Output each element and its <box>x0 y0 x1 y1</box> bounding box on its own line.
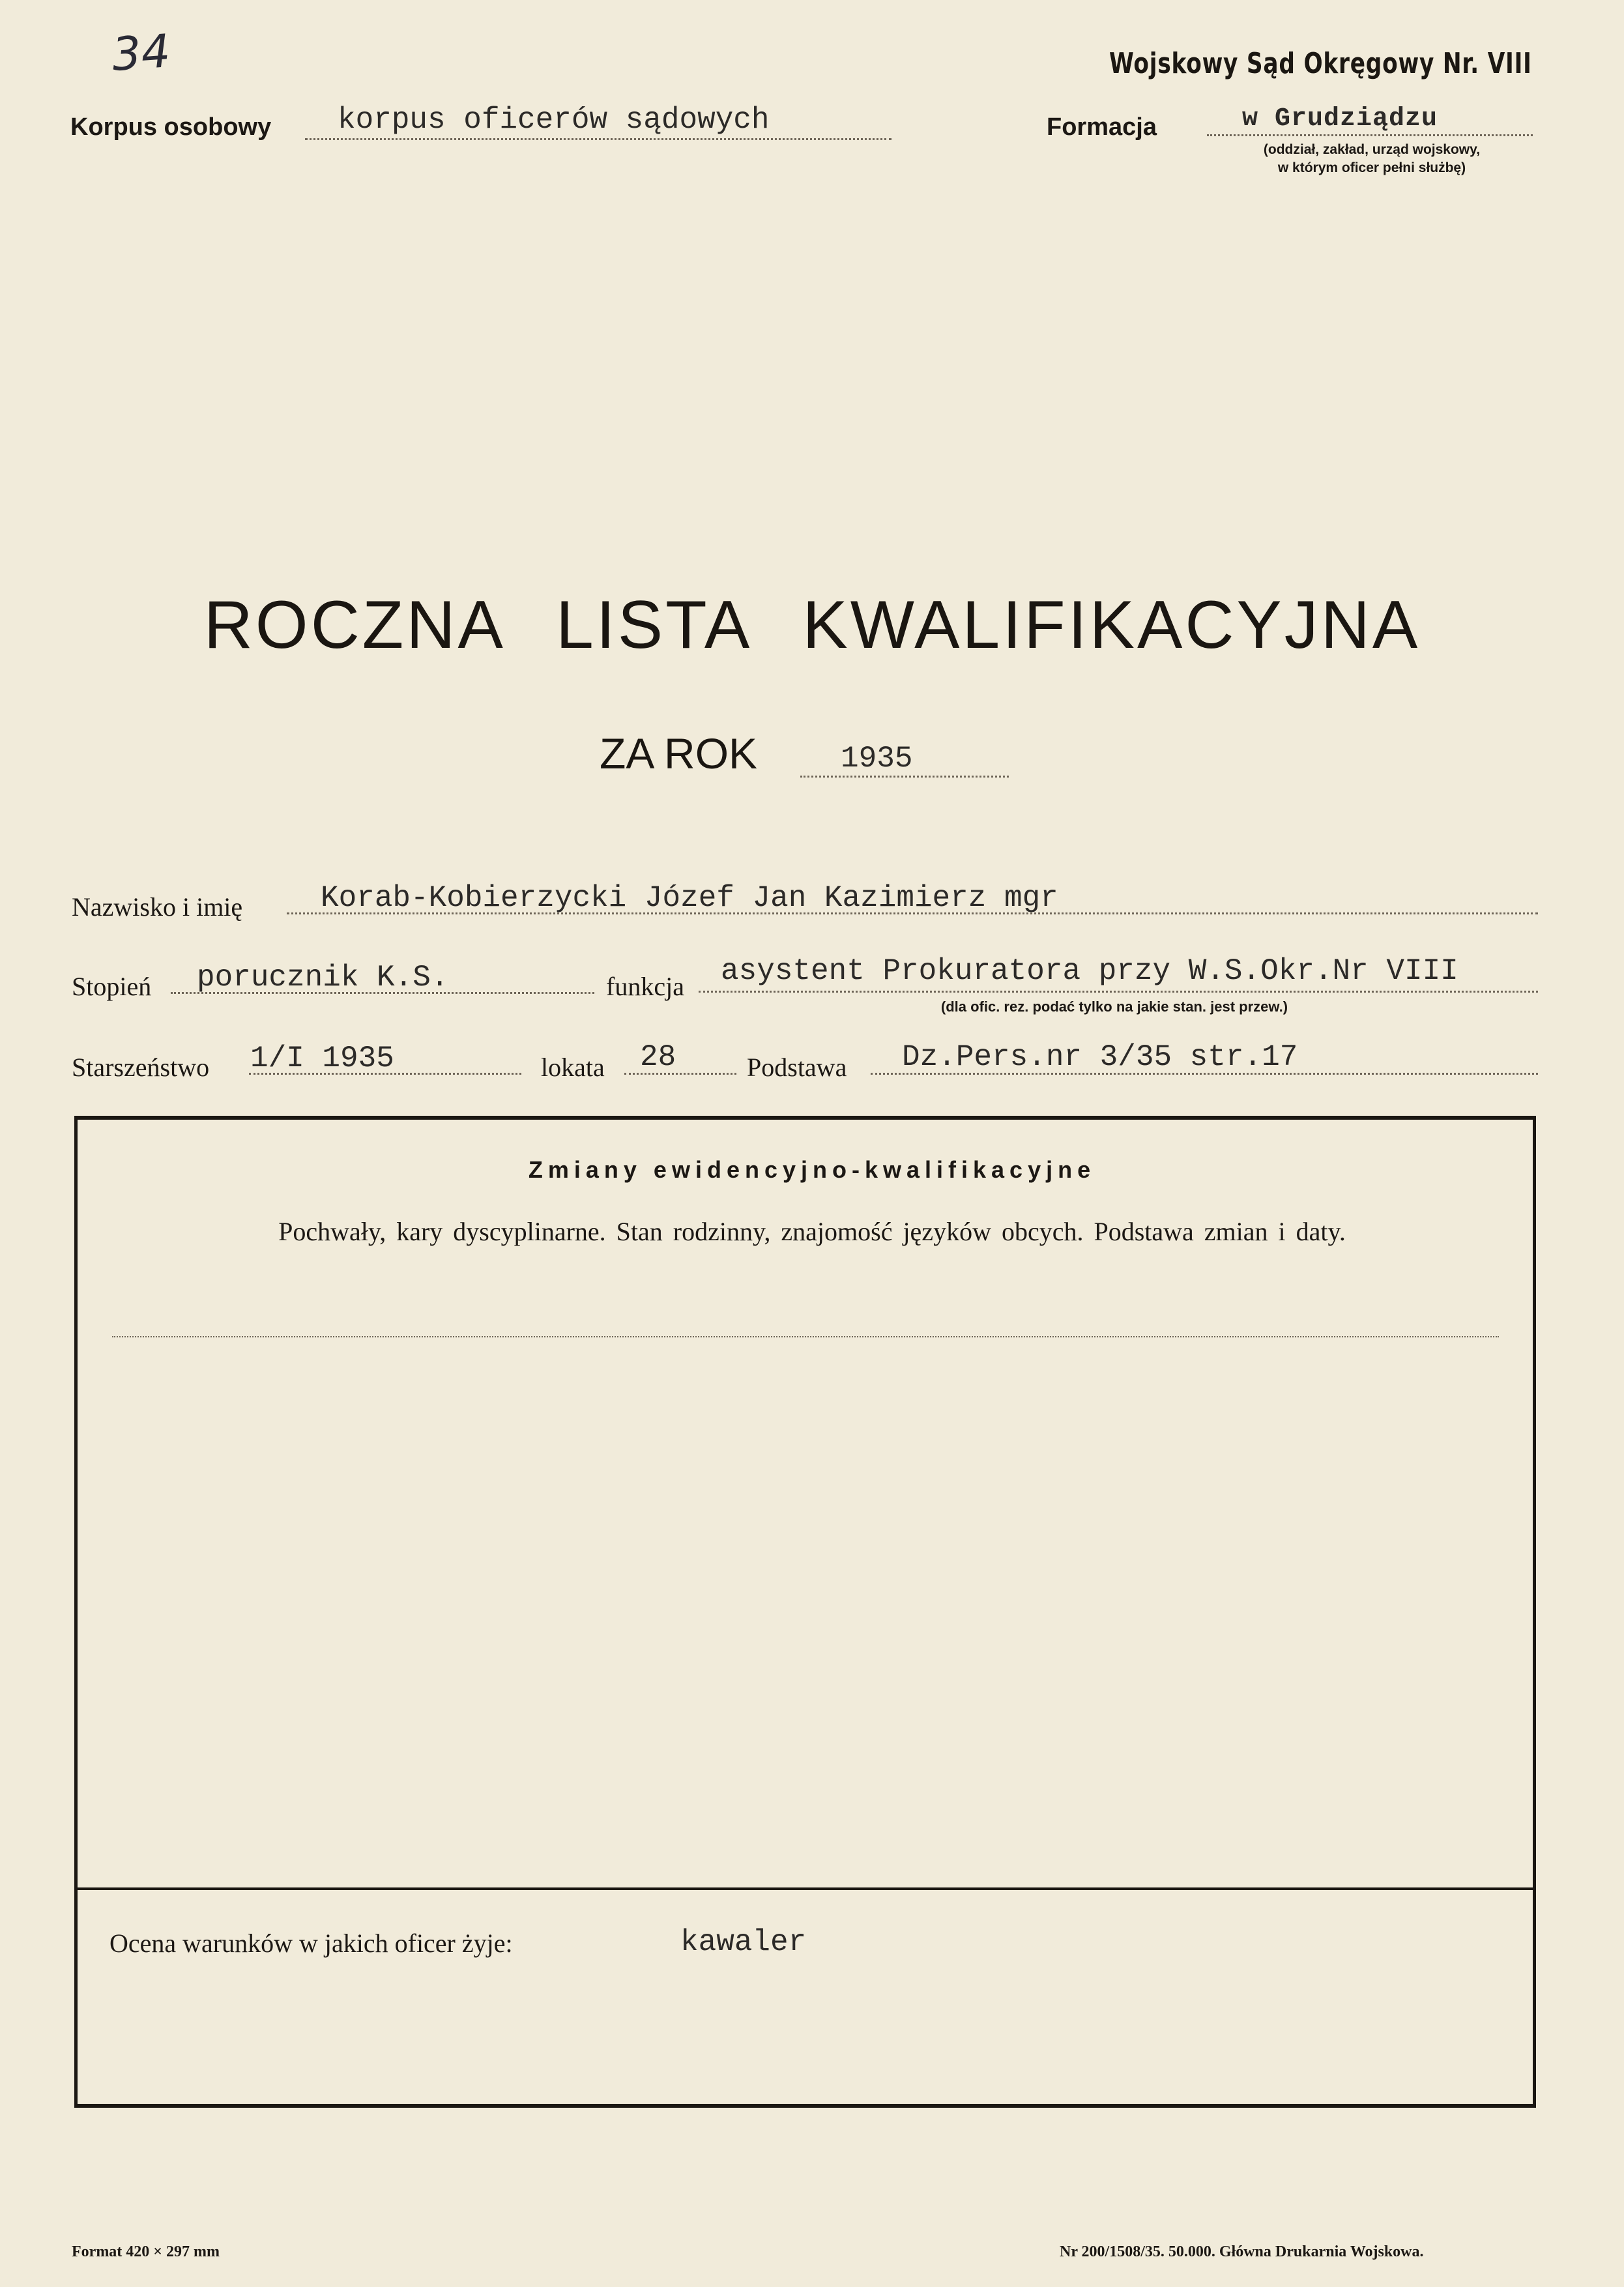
funkcja-label: funkcja <box>606 972 684 1001</box>
ocena-label: Ocena warunków w jakich oficer żyje: <box>109 1929 513 1958</box>
nazwisko-value: Korab-Kobierzycki Józef Jan Kazimierz mgr <box>321 881 1058 915</box>
starszenstwo-label: Starszeństwo <box>72 1053 210 1082</box>
ocena-divider <box>74 1887 1536 1890</box>
lokata-label: lokata <box>541 1053 605 1082</box>
lokata-value: 28 <box>640 1040 676 1074</box>
formacja-stamp-line1: Wojskowy Sąd Okręgowy Nr. VIII <box>1109 47 1532 80</box>
document-title: ROCZNA LISTA KWALIFIKACYJNA <box>203 587 1421 663</box>
za-rok-dotted-line <box>800 776 1009 778</box>
formacja-dotted-line <box>1207 134 1533 136</box>
footer-format: Format 420 × 297 mm <box>72 2243 220 2260</box>
changes-subheading: Pochwały, kary dyscyplinarne. Stan rodzinny, znajomość języków obcych. Podstawa zmian i daty. <box>278 1217 1346 1246</box>
footer-print-info: Nr 200/1508/35. 50.000. Główna Drukarnia Wojskowa. <box>1060 2243 1424 2260</box>
formacja-hint-line2: w którym oficer pełni służbę) <box>1277 160 1466 175</box>
formacja-label: Formacja <box>1047 113 1157 141</box>
korpus-dotted-line <box>305 138 892 140</box>
changes-dotted-line <box>112 1336 1499 1337</box>
stopien-value: porucznik K.S. <box>197 961 449 995</box>
za-rok-label: ZA ROK <box>600 729 758 778</box>
za-rok-value: 1935 <box>841 742 913 776</box>
changes-heading: Zmiany ewidencyjno-kwalifikacyjne <box>528 1156 1096 1183</box>
funkcja-value: asystent Prokuratora przy W.S.Okr.Nr VIII <box>721 954 1458 988</box>
handwritten-page-number: 34 <box>110 23 172 82</box>
nazwisko-label: Nazwisko i imię <box>72 892 243 922</box>
starszenstwo-value: 1/I 1935 <box>250 1042 394 1075</box>
formacja-hint-line1: (oddział, zakład, urząd wojskowy, <box>1263 142 1481 157</box>
funkcja-dotted-line <box>699 991 1538 993</box>
korpus-label: Korpus osobowy <box>70 113 272 141</box>
podstawa-label: Podstawa <box>747 1053 847 1082</box>
korpus-value: korpus oficerów sądowych <box>338 103 770 137</box>
podstawa-value: Dz.Pers.nr 3/35 str.17 <box>902 1040 1298 1074</box>
funkcja-hint: (dla ofic. rez. podać tylko na jakie stan. jest przew.) <box>940 998 1288 1015</box>
ocena-value: kawaler <box>680 1925 807 1959</box>
stopien-label: Stopień <box>72 972 152 1001</box>
formacja-stamp-line2: w Grudziądzu <box>1242 104 1438 134</box>
